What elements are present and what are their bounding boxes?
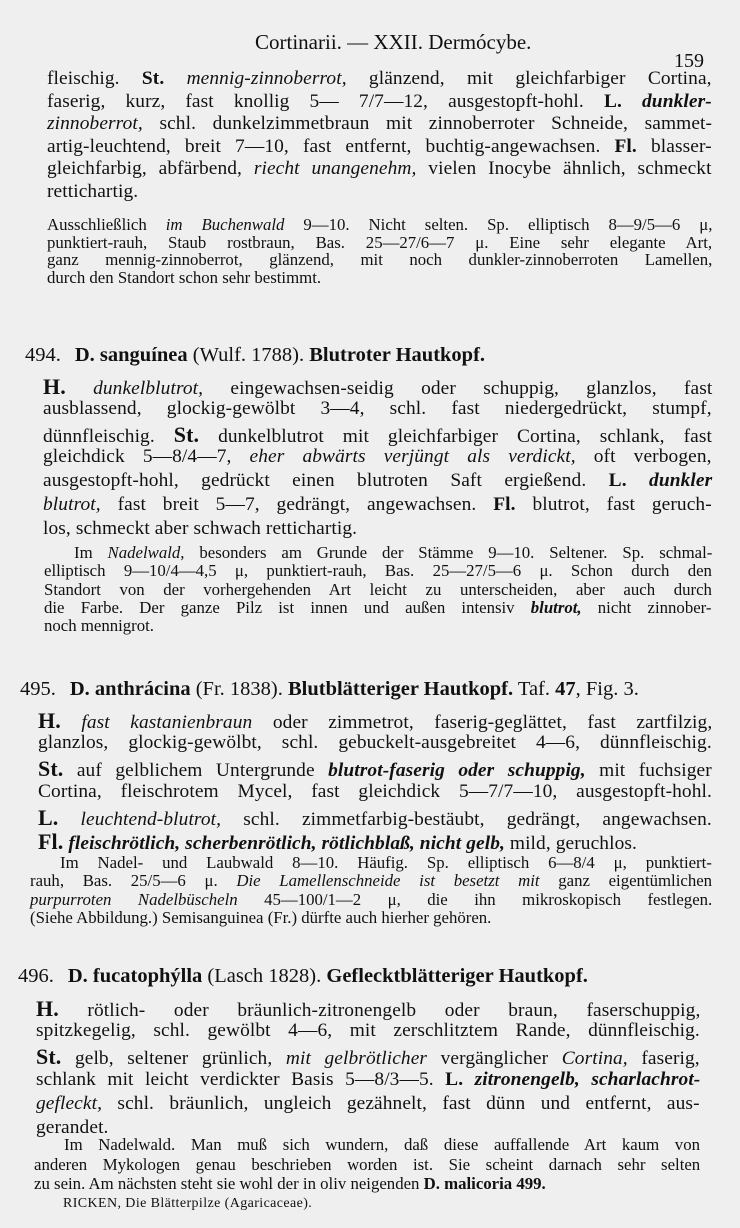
text-run: glänzend, mit gleichfarbiger Cortina, xyxy=(346,68,712,89)
description-line xyxy=(43,374,712,400)
text-run: 47 xyxy=(555,678,576,700)
note-line xyxy=(30,871,712,891)
description-line xyxy=(38,732,712,754)
text-run: Taf. xyxy=(513,678,556,700)
text-run: artig-leuchtend, breit 7—10, fast entfernt, buchtig-angewachsen. xyxy=(47,135,615,157)
text-run: Fl. xyxy=(614,135,637,157)
description-line xyxy=(36,1093,700,1115)
text-run: oft verbogen, xyxy=(575,446,712,467)
text-run: Blutroter Hautkopf. xyxy=(309,344,486,366)
text-run: riecht unangenehm, xyxy=(253,158,417,179)
note-line xyxy=(60,853,712,873)
text-run: gefleckt, xyxy=(36,1092,103,1114)
text-run: blasser- xyxy=(636,135,712,157)
field-label: H. xyxy=(43,374,66,399)
page-number: 159 xyxy=(674,50,704,72)
text-run: eingewachsen-seidig oder schuppig, glanzlos, fast xyxy=(203,378,713,399)
text-run: dünnfleischig. xyxy=(43,426,174,447)
description-line xyxy=(43,518,357,540)
field-label: St. xyxy=(36,1044,62,1070)
text-run: durch den Standort schon sehr bestimmt. xyxy=(47,267,322,287)
text-run: (Fr. 1838). xyxy=(190,678,288,700)
text-run: schlank mit leicht verdickter Basis 5—8/3—5. xyxy=(36,1068,446,1090)
text-run xyxy=(627,470,649,491)
description-line xyxy=(36,1069,700,1091)
note-line xyxy=(44,561,712,581)
description-line xyxy=(38,708,712,734)
text-run: faserig, xyxy=(627,1048,700,1070)
text-run: elliptisch 9—10/4—4,5 μ, punktiert-rauh, Bas. 25—27/5—6 μ. Schon durch den xyxy=(44,561,712,581)
text-run: Im Nadelwald. Man muß sich wundern, daß diese auffallende Art kaum von xyxy=(64,1135,700,1154)
description-line xyxy=(36,1044,700,1070)
text-run: mit gelbrötlicher xyxy=(285,1048,428,1070)
text-run: spitzkegelig, schl. gewölbt 4—6, mit zerschlitztem Rande, dünnfleischig. xyxy=(36,1020,700,1042)
note-line xyxy=(30,908,491,928)
text-run: los, schmeckt aber schwach rettichartig. xyxy=(43,518,358,539)
text-run: dunkelblutrot, xyxy=(93,378,204,399)
text-run: mit fuchsiger xyxy=(585,760,712,782)
note-line xyxy=(44,616,154,636)
text-run: rettichartig. xyxy=(47,180,139,202)
page-header xyxy=(0,20,740,72)
text-run: Cortina, fleischrotem Mycel, fast gleichdick 5—7/7—10, ausgestopft-hohl. xyxy=(38,780,712,802)
text-run: schl. bräunlich, ungleich gezähnelt, fast dünn und entfernt, aus- xyxy=(102,1092,700,1114)
text-run: Ausschließlich xyxy=(47,215,166,234)
text-run xyxy=(66,378,93,399)
note-line xyxy=(34,1174,546,1194)
text-run: anderen Mykologen genau beschrieben worden ist. Sie scheint darnach sehr selten xyxy=(34,1154,701,1174)
description-line xyxy=(47,158,712,180)
text-run: fast kastanienbraun xyxy=(81,712,253,733)
text-run: dunkelblutrot mit gleichfarbiger Cortina, schlank, fast xyxy=(199,426,712,447)
description-line xyxy=(43,422,712,448)
description-line xyxy=(47,91,712,113)
text-run: gelb, seltener grünlich, xyxy=(61,1048,286,1070)
text-run: L. xyxy=(445,1068,464,1090)
text-run: fast breit 5—7, gedrängt, angewachsen. xyxy=(100,494,494,515)
description-line xyxy=(38,756,712,782)
page-footer: RICKEN, Die Blätterpilze (Agaricaceae). xyxy=(63,1196,313,1211)
note-line xyxy=(47,268,321,288)
text-run: rauh, Bas. 25/5—6 μ. xyxy=(30,871,237,891)
note-line xyxy=(44,580,712,600)
text-run: Blutblätteriger Hautkopf. xyxy=(287,678,514,700)
description-line xyxy=(38,781,712,803)
text-run: besonders am Grunde der Stämme 9—10. Seltener. Sp. schmal- xyxy=(184,543,713,562)
text-run: gleichfarbig, abfärbend, xyxy=(47,158,254,179)
text-run: (Wulf. 1788). xyxy=(187,344,310,366)
text-run: D. anthrácina xyxy=(69,678,191,700)
species-number: 495. xyxy=(20,678,56,700)
text-run: fleischrötlich, scherbenrötlich, rötlichblaß, nicht gelb, xyxy=(68,833,505,854)
text-run: dunkler- xyxy=(642,90,712,112)
text-run: Standort von der vorhergehenden Art leicht zu unterscheiden, aber auch durch xyxy=(44,579,712,599)
text-run: blutrot, xyxy=(43,494,101,515)
text-run: St. xyxy=(141,68,165,89)
field-label: St. xyxy=(173,422,200,447)
text-run: im Buchenwald xyxy=(165,215,285,234)
description-line xyxy=(47,181,138,203)
description-line xyxy=(36,996,700,1022)
text-run: schl. zimmetfarbig-bestäubt, gedrängt, angewachsen. xyxy=(221,808,712,830)
text-run: (Siehe Abbildung.) Semisanguinea (Fr.) dürfte auch hierher gehören. xyxy=(30,907,492,927)
text-run: schl. dunkelzimmetbraun mit zinnoberroter Schneide, sammet- xyxy=(142,113,713,134)
text-run: Nadelwald, xyxy=(107,543,185,562)
running-head: Cortinarii. — XXII. Dermócybe. xyxy=(255,30,532,54)
text-run: ausgestopft-hohl, gedrückt einen blutroten Saft ergießend. xyxy=(43,470,609,491)
text-run: ausblassend, glockig-gewölbt 3—4, schl. fast niedergedrückt, stumpf, xyxy=(43,398,712,419)
text-run: gerandet. xyxy=(36,1117,109,1138)
field-label: H. xyxy=(38,708,61,733)
species-heading xyxy=(18,965,588,988)
description-line xyxy=(47,113,712,135)
description-line xyxy=(43,398,712,420)
note-line xyxy=(74,543,712,563)
text-run: 45—100/1—2 μ, die ihn mikroskopisch festlegen. xyxy=(237,889,713,909)
text-run: ganz eigentümlichen xyxy=(539,871,713,891)
species-number: 496. xyxy=(18,965,54,987)
text-run: zinnoberrot, xyxy=(47,113,143,134)
note-line xyxy=(44,598,712,618)
text-run xyxy=(622,91,642,112)
text-run: noch mennigrot. xyxy=(44,616,154,636)
field-label: Fl. xyxy=(38,829,64,854)
description-line xyxy=(38,805,712,831)
note-line xyxy=(30,890,712,910)
text-run: Geflecktblätteriger Hautkopf. xyxy=(326,965,588,987)
text-run: blutrot-faserig oder schuppig, xyxy=(328,760,586,782)
text-run: 9—10. Nicht selten. Sp. elliptisch 8—9/5—6 μ, xyxy=(284,215,713,234)
text-run: D. sanguínea xyxy=(74,344,188,366)
description-line xyxy=(43,494,712,516)
text-run: auf gelblichem Untergrunde xyxy=(63,760,329,782)
text-run: rötlich- oder bräunlich-zitronengelb oder braun, faserschuppig, xyxy=(58,1000,701,1021)
text-run: zu sein. Am nächsten steht sie wohl der in oliv neigenden xyxy=(34,1174,424,1193)
text-run: (Lasch 1828). xyxy=(202,965,327,987)
text-run: vielen Inocybe ähnlich, schmeckt xyxy=(416,158,712,179)
species-heading xyxy=(25,344,485,367)
text-run: dunkler xyxy=(649,470,713,491)
text-run: die Farbe. Der ganze Pilz ist innen und außen intensiv xyxy=(44,597,531,617)
text-run: mild, geruchlos. xyxy=(504,833,637,854)
text-run: gleichdick 5—8/4—7, xyxy=(43,446,250,467)
text-run: Fl. xyxy=(493,494,516,515)
description-line xyxy=(43,470,712,492)
text-run: eher abwärts verjüngt als verdickt, xyxy=(249,446,576,467)
text-run: ganz mennig-zinnoberrot, glänzend, mit noch dunkler-zinnoberroten Lamellen, xyxy=(47,250,713,269)
field-label: St. xyxy=(38,756,64,782)
text-run: purpurroten Nadelbüscheln xyxy=(30,889,238,909)
field-label: L. xyxy=(38,804,59,830)
species-number: 494. xyxy=(25,344,61,366)
note-line xyxy=(64,1135,700,1155)
text-run: fleischig. xyxy=(47,68,142,89)
text-run: D. fucatophýlla xyxy=(67,965,203,987)
text-run: nicht zinnober- xyxy=(581,597,712,617)
description-line xyxy=(47,136,712,158)
text-run: glanzlos, glockig-gewölbt, schl. gebuckelt-ausgebreitet 4—6, dünnfleischig. xyxy=(38,732,712,754)
text-run: D. malicoria 499. xyxy=(423,1174,546,1193)
text-run: vergänglicher xyxy=(427,1048,562,1070)
description-line xyxy=(43,446,712,468)
text-run xyxy=(164,68,186,89)
text-run: zitronengelb, scharlachrot- xyxy=(474,1068,701,1090)
text-run xyxy=(61,712,82,733)
field-label: H. xyxy=(36,996,59,1021)
text-run: faserig, kurz, fast knollig 5— 7/7—12, ausgestopft-hohl. xyxy=(47,90,604,112)
description-line xyxy=(38,829,637,855)
text-run: Cortina, xyxy=(561,1048,628,1070)
description-line xyxy=(47,68,712,90)
description-line xyxy=(36,1020,700,1042)
species-heading xyxy=(20,678,639,701)
text-run: , Fig. 3. xyxy=(575,678,639,700)
text-run: blutrot, fast geruch- xyxy=(515,494,712,515)
text-run: blutrot, xyxy=(530,597,582,617)
note-line xyxy=(34,1155,700,1175)
text-run: Im Nadel- und Laubwald 8—10. Häufig. Sp. elliptisch 6—8/4 μ, punktiert- xyxy=(60,853,712,872)
text-run: L. xyxy=(603,90,622,112)
text-run: mennig-zinnoberrot, xyxy=(186,68,347,89)
text-run: punktiert-rauh, Staub rostbraun, Bas. 25—27/6—7 μ. Eine sehr elegante Art, xyxy=(47,232,713,252)
text-run: Im xyxy=(74,543,108,562)
text-run: leuchtend-blutrot, xyxy=(80,808,222,830)
text-run: L. xyxy=(608,470,627,491)
text-run: oder zimmetrot, faserig-geglättet, fast zartfilzig, xyxy=(252,712,713,733)
text-run: Die Lamellenschneide ist besetzt mit xyxy=(236,871,540,891)
text-run xyxy=(463,1069,474,1090)
text-run xyxy=(58,809,80,830)
